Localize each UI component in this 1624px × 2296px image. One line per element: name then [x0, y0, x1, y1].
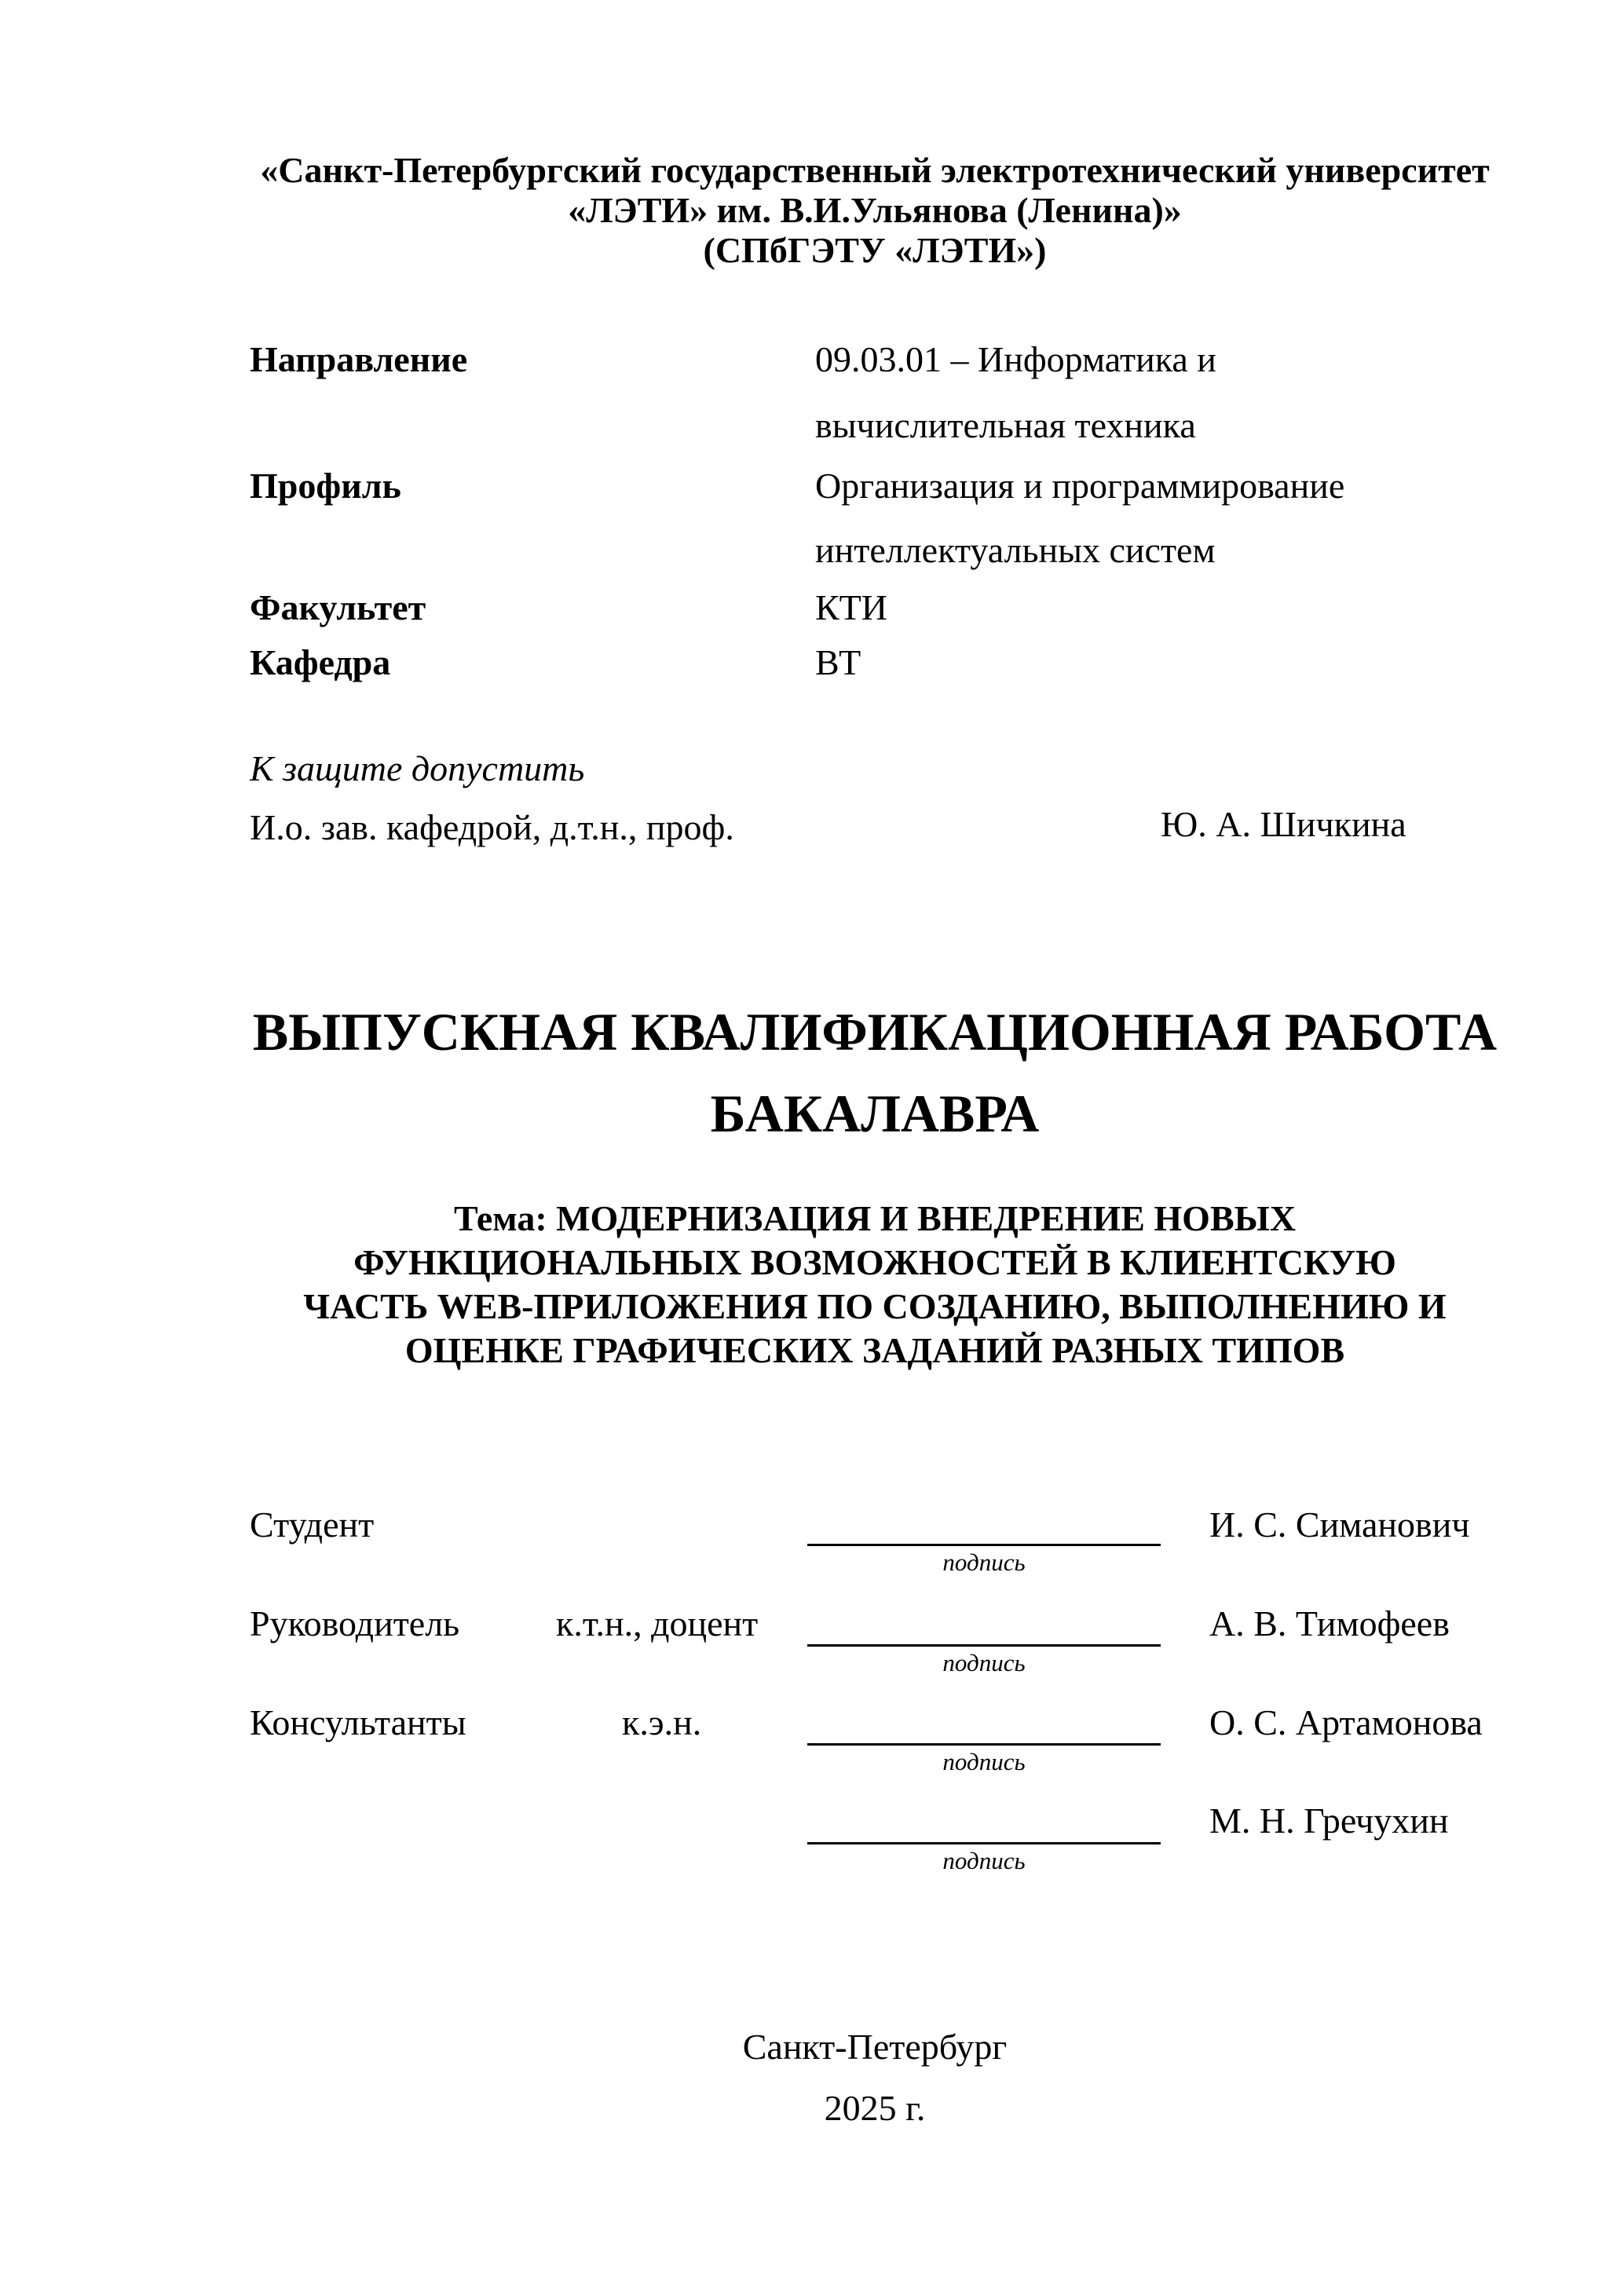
university-name-line: «Санкт-Петербургский государственный электротехнический университет — [260, 150, 1490, 190]
signature-caption: подпись — [942, 1748, 1026, 1775]
consultant-name: М. Н. Гречухин — [1209, 1801, 1449, 1841]
profile-label: Профиль — [250, 466, 401, 506]
faculty-value: КТИ — [815, 587, 887, 627]
signature-line — [807, 1644, 1161, 1647]
signature-caption: подпись — [942, 1548, 1026, 1576]
university-abbreviation: (СПбГЭТУ «ЛЭТИ») — [703, 230, 1047, 270]
university-name-line: «ЛЭТИ» им. В.И.Ульянова (Ленина)» — [568, 190, 1182, 230]
signature-line — [807, 1544, 1161, 1546]
signature-caption: подпись — [942, 1649, 1026, 1676]
footer-city: Санкт-Петербург — [742, 2027, 1008, 2067]
direction-value-line: вычислительная техника — [815, 405, 1196, 445]
student-name: И. С. Симанович — [1209, 1504, 1470, 1545]
supervisor-name: А. В. Тимофеев — [1209, 1603, 1450, 1643]
theme-line: ОЦЕНКЕ ГРАФИЧЕСКИХ ЗАДАНИЙ РАЗНЫХ ТИПОВ — [404, 1330, 1345, 1370]
signature-caption: подпись — [942, 1847, 1026, 1874]
work-title — [236, 991, 1514, 1154]
direction-label: Направление — [250, 339, 468, 379]
consultants-role-label: Консультанты — [250, 1702, 466, 1742]
student-role-label: Студент — [250, 1504, 375, 1545]
signature-line — [807, 1743, 1161, 1746]
permit-to-defense-line: К защите допустить — [250, 748, 585, 788]
footer-year: 2025 г. — [824, 2088, 926, 2128]
signature-line — [807, 1842, 1161, 1844]
profile-value-line: Организация и программирование — [815, 466, 1345, 506]
theme-block — [236, 1197, 1514, 1373]
department-value: ВТ — [815, 642, 861, 682]
approver-title: И.о. зав. кафедрой, д.т.н., проф. — [250, 807, 734, 847]
work-title-line: БАКАЛАВРА — [710, 1084, 1040, 1143]
faculty-label: Факультет — [250, 587, 426, 627]
theme-line: Тема: МОДЕРНИЗАЦИЯ И ВНЕДРЕНИЕ НОВЫХ — [453, 1198, 1297, 1238]
supervisor-qualification: к.т.н., доцент — [556, 1603, 759, 1643]
theme-line: ЧАСТЬ WEB-ПРИЛОЖЕНИЯ ПО СОЗДАНИЮ, ВЫПОЛНЕНИЮ И — [303, 1286, 1447, 1326]
department-label: Кафедра — [250, 642, 391, 682]
footer-block — [236, 2016, 1514, 2139]
direction-value-line: 09.03.01 – Информатика и — [815, 339, 1216, 379]
profile-value-line: интеллектуальных систем — [815, 530, 1216, 570]
work-title-line: ВЫПУСКНАЯ КВАЛИФИКАЦИОННАЯ РАБОТА — [252, 1002, 1498, 1062]
approver-name: Ю. А. Шичкина — [1161, 804, 1406, 844]
theme-line: ФУНКЦИОНАЛЬНЫХ ВОЗМОЖНОСТЕЙ В КЛИЕНТСКУЮ — [353, 1242, 1396, 1282]
university-header — [236, 150, 1514, 270]
consultant-qualification: к.э.н. — [622, 1702, 702, 1742]
consultant-name: О. С. Артамонова — [1209, 1702, 1483, 1742]
supervisor-role-label: Руководитель — [250, 1603, 460, 1643]
